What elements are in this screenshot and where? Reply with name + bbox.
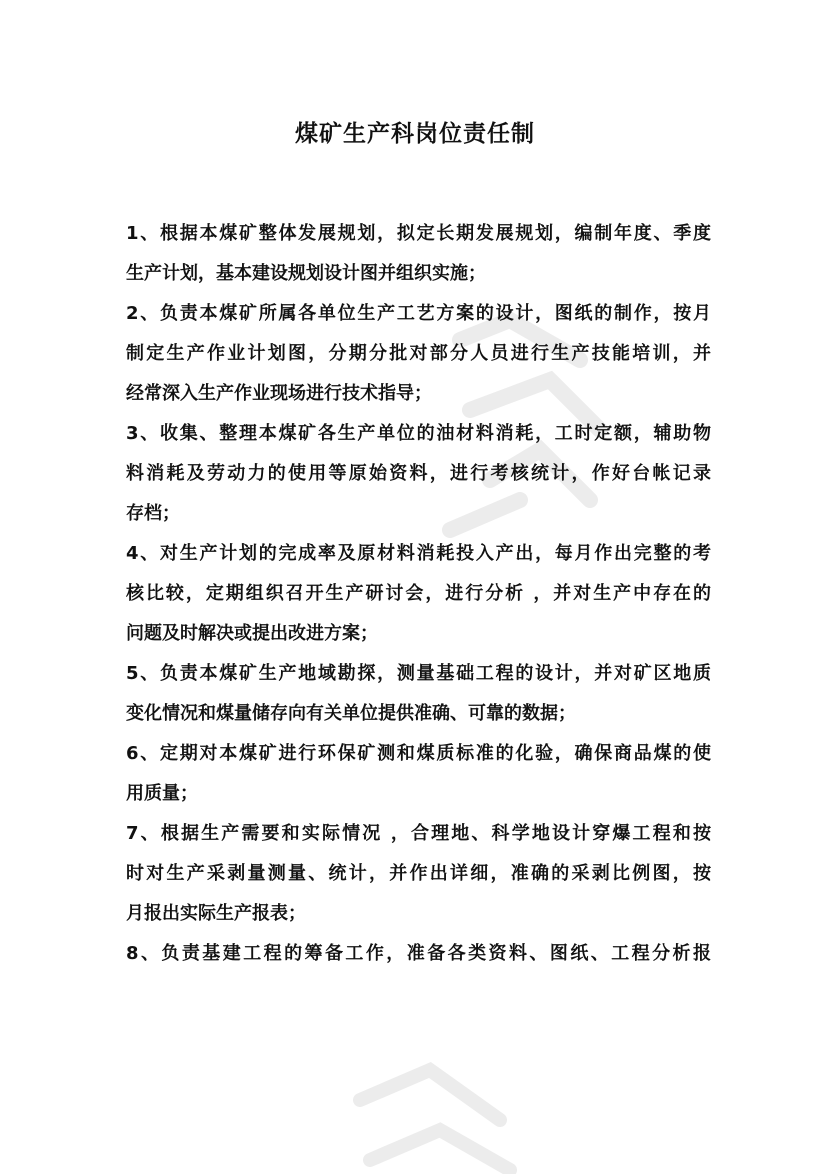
paragraph-8 bbox=[126, 934, 711, 974]
paragraph-line: 7、根据生产需要和实际情况 ，合理地、科学地设计穿爆工程和按 bbox=[126, 823, 711, 844]
document-body bbox=[126, 214, 711, 974]
paragraph-line: 存档； bbox=[126, 503, 180, 524]
paragraph-line: 3、收集、整理本煤矿各生产单位的油材料消耗，工时定额，辅助物 bbox=[126, 423, 711, 444]
document-title: 煤矿生产科岗位责任制 bbox=[295, 121, 535, 147]
paragraph-line: 6、定期对本煤矿进行环保矿测和煤质标准的化验，确保商品煤的使 bbox=[126, 743, 711, 764]
paragraph-line: 生产计划，基本建设规划设计图并组织实施； bbox=[126, 263, 486, 284]
paragraph-line: 5、负责本煤矿生产地域勘探，测量基础工程的设计，并对矿区地质 bbox=[126, 663, 711, 684]
paragraph-line: 1、根据本煤矿整体发展规划，拟定长期发展规划，编制年度、季度 bbox=[126, 223, 711, 244]
paragraph-line: 料消耗及劳动力的使用等原始资料，进行考核统计，作好台帐记录 bbox=[126, 463, 711, 484]
paragraph-5 bbox=[126, 654, 711, 734]
paragraph-4 bbox=[126, 534, 711, 654]
paragraph-line: 8、负责基建工程的筹备工作，准备各类资料、图纸、工程分析报 bbox=[126, 943, 711, 964]
paragraph-7 bbox=[126, 814, 711, 934]
paragraph-2 bbox=[126, 294, 711, 414]
paragraph-line: 4、对生产计划的完成率及原材料消耗投入产出，每月作出完整的考 bbox=[126, 543, 711, 564]
paragraph-line: 经常深入生产作业现场进行技术指导； bbox=[126, 383, 432, 404]
paragraph-line: 2、负责本煤矿所属各单位生产工艺方案的设计，图纸的制作，按月 bbox=[126, 303, 711, 324]
paragraph-line: 用质量； bbox=[126, 783, 198, 804]
paragraph-line: 变化情况和煤量储存向有关单位提供准确、可靠的数据； bbox=[126, 703, 576, 724]
paragraph-6 bbox=[126, 734, 711, 814]
paragraph-line: 问题及时解决或提出改进方案； bbox=[126, 623, 378, 644]
paragraph-line: 制定生产作业计划图，分期分批对部分人员进行生产技能培训，并 bbox=[126, 343, 711, 364]
paragraph-line: 核比较，定期组织召开生产研讨会，进行分析 ，并对生产中存在的 bbox=[126, 583, 711, 604]
paragraph-line: 时对生产采剥量测量、统计，并作出详细，准确的采剥比例图，按 bbox=[126, 863, 711, 884]
watermark-stamp-bottom bbox=[340, 1060, 520, 1174]
paragraph-1 bbox=[126, 214, 711, 294]
paragraph-line: 月报出实际生产报表； bbox=[126, 903, 306, 924]
paragraph-3 bbox=[126, 414, 711, 534]
